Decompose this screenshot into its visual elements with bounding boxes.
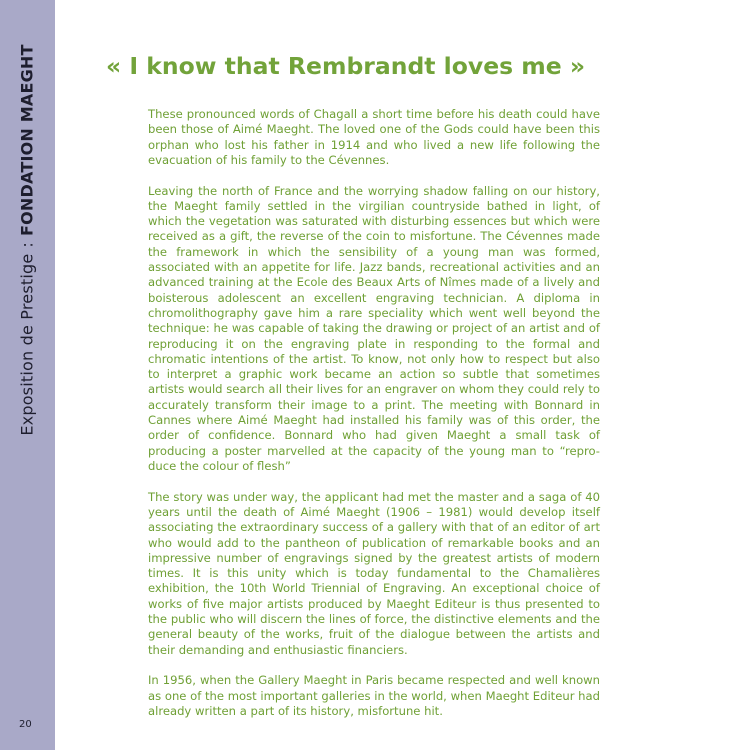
paragraph-4: In 1956, when the Gallery Maeght in Paris became respected and well known as one of the most important galleries in the world, when Maeght Editeur had already written a part of its history, misfortune hit. <box>148 673 600 718</box>
article-body <box>148 107 600 735</box>
page-number: 20 <box>19 719 32 730</box>
foundation-name: FONDATION MAEGHT <box>17 44 37 237</box>
paragraph-3: The story was under way, the applicant had met the master and a saga of 40 years until the death of Aimé Maeght (1906 – 1981) would develop itself associating the extraordinary success of a gallery with that of an editor of art who would add to the pantheon of publication of remarkable books and an impressive number of engravings signed by the greatest artists of modern times. It is this unity which is today fundamental to the Chamalières exhibition, the 10th World Triennial of Engraving. An exceptional choice of works of five major artists produced by Maeght Editeur is thus presented to the public who will discern the lines of force, the distinctive elements and the general beauty of the works, fruit of the dialogue between the artists and their demanding and enthusiastic financiers. <box>148 489 600 657</box>
sidebar-label <box>18 44 37 435</box>
exhibition-label: Exposition de Prestige <box>17 253 37 436</box>
paragraph-2: Leaving the north of France and the worrying shadow falling on our history, the Maeght family settled in the virgilian countryside bathed in light, of which the vegetation was saturated with disturbing essences but which were received as a gift, the reverse of the coin to misfortune. The Cévennes made the framework in which the sensibility of a young man was formed, associated with an appetite for life. Jazz bands, recreational activities and an advanced training at the Ecole des Beaux Arts of Nîmes made of a lively and boisterous adolescent an excellent engraving technician. A diploma in chromolithography gave him a rare speciality which went well beyond the technique: he was capable of taking the drawing or project of an artist and of reproducing it on the engraving plate in responding to the formal and chromatic intentions of the artist. To know, not only how to respect but also to interpret a graphic work became an action so subtle that sometimes artists would search all their lives for an engraver on whom they could rely to accurately transform their image to a print. The meeting with Bonnard in Cannes where Aimé Maeght had installed his family was of this order, the order of confidence. Bonnard who had given Maeght a small task of producing a poster marvelled at the capacity of the young man to “repro-duce the colour of flesh” <box>148 183 600 473</box>
sidebar-separator: : <box>17 242 37 248</box>
paragraph-1: These pronounced words of Chagall a short time before his death could have been those of Aimé Maeght. The loved one of the Gods could have been this orphan who lost his father in 1914 and who lived a new life following the evacuation of his family to the Cévennes. <box>148 107 600 167</box>
page-title: « I know that Rembrandt loves me » <box>106 52 586 80</box>
sidebar <box>0 0 55 750</box>
